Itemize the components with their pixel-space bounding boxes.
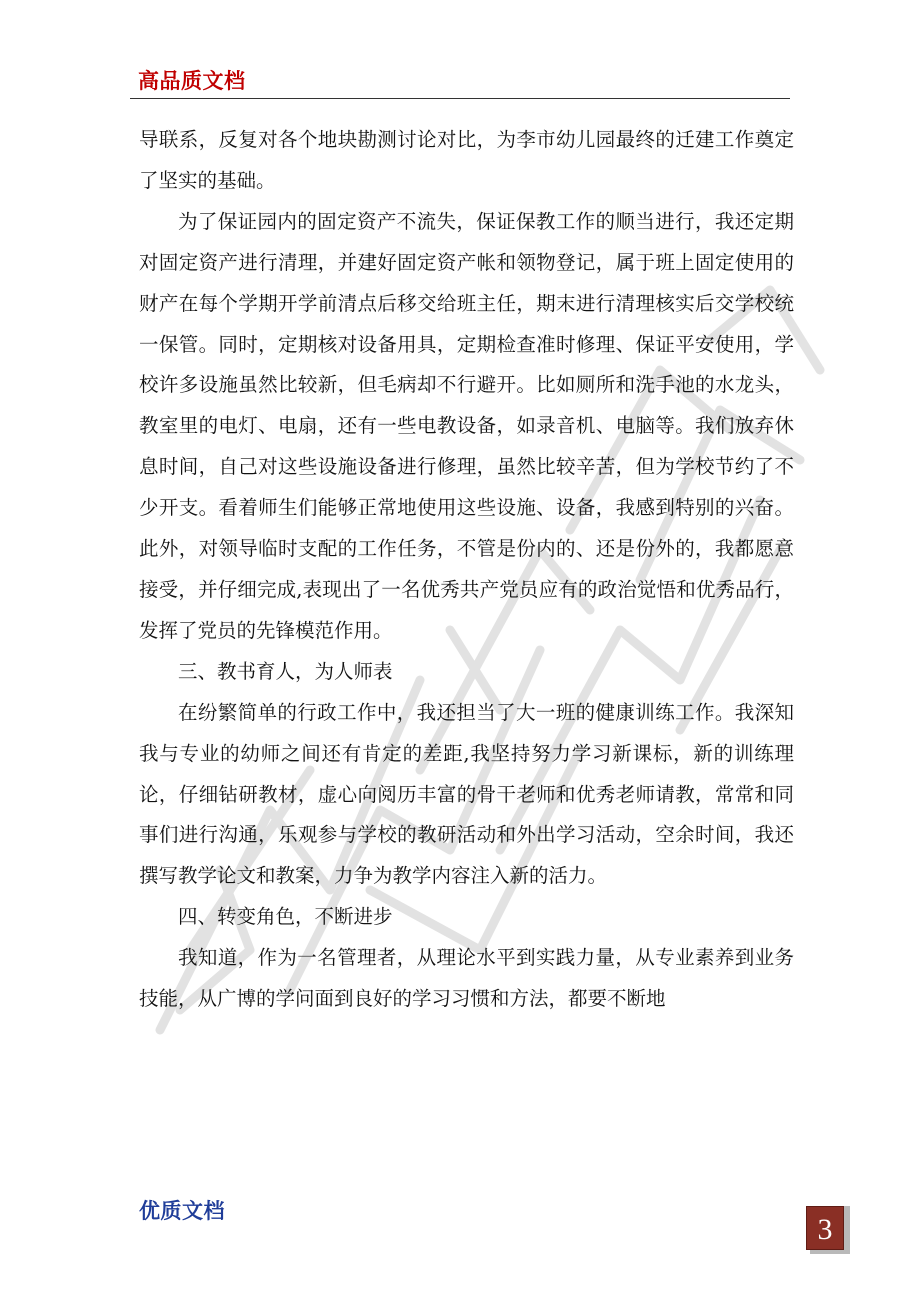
header-divider (130, 98, 790, 99)
paragraph: 为了保证园内的固定资产不流失，保证保教工作的顺当进行，我还定期对固定资产进行清理，并建好固定资产帐和领物登记，属于班上固定使用的财产在每个学期开学前清点后移交给班主任，期末进行清理核实后交学校统一保管。同时，定期核对设备用具，定期检查准时修理、保证平安使用，学校许多设施虽然比较新，但毛病却不行避开。比如厕所和洗手池的水龙头，教室里的电灯、电扇，还有一些电教设备，如录音机、电脑等。我们放弃休息时间，自己对这些设施设备进行修理，虽然比较辛苦，但为学校节约了不少开支。看着师生们能够正常地使用这些设施、设备，我感到特别的兴奋。此外，对领导临时支配的工作任务，不管是份内的、还是份外的，我都愿意接受，并仔细完成,表现出了一名优秀共产党员应有的政治觉悟和优秀品行，发挥了党员的先锋模范作用。 (139, 209, 794, 642)
page-number-badge (806, 1206, 844, 1250)
page-number-shadow (844, 1206, 850, 1254)
header-label: 高品质文档 (138, 68, 246, 93)
document-body (139, 120, 794, 1020)
page-number-shadow (810, 1250, 850, 1254)
paragraph: 在纷繁简单的行政工作中，我还担当了大一班的健康训练工作。我深知我与专业的幼师之间还有肯定的差距,我坚持努力学习新课标，新的训练理论，仔细钻研教材，虚心向阅历丰富的骨干老师和优秀老师请教，常常和同事们进行沟通，乐观参与学校的教研活动和外出学习活动，空余时间，我还撰写教学论文和教案，力争为教学内容注入新的活力。 (139, 700, 794, 888)
section-heading: 三、教书育人，为人师表 (178, 659, 393, 683)
section-heading: 四、转变角色，不断进步 (178, 905, 393, 929)
page-number: 3 (817, 1213, 833, 1246)
paragraph: 我知道，作为一名管理者，从理论水平到实践力量，从专业素养到业务技能，从广博的学问面到良好的学习习惯和方法，都要不断地 (139, 946, 794, 1011)
footer-label: 优质文档 (139, 1198, 225, 1223)
paragraph: 导联系，反复对各个地块勘测讨论对比，为李市幼儿园最终的迁建工作奠定了坚实的基础。 (139, 128, 794, 192)
